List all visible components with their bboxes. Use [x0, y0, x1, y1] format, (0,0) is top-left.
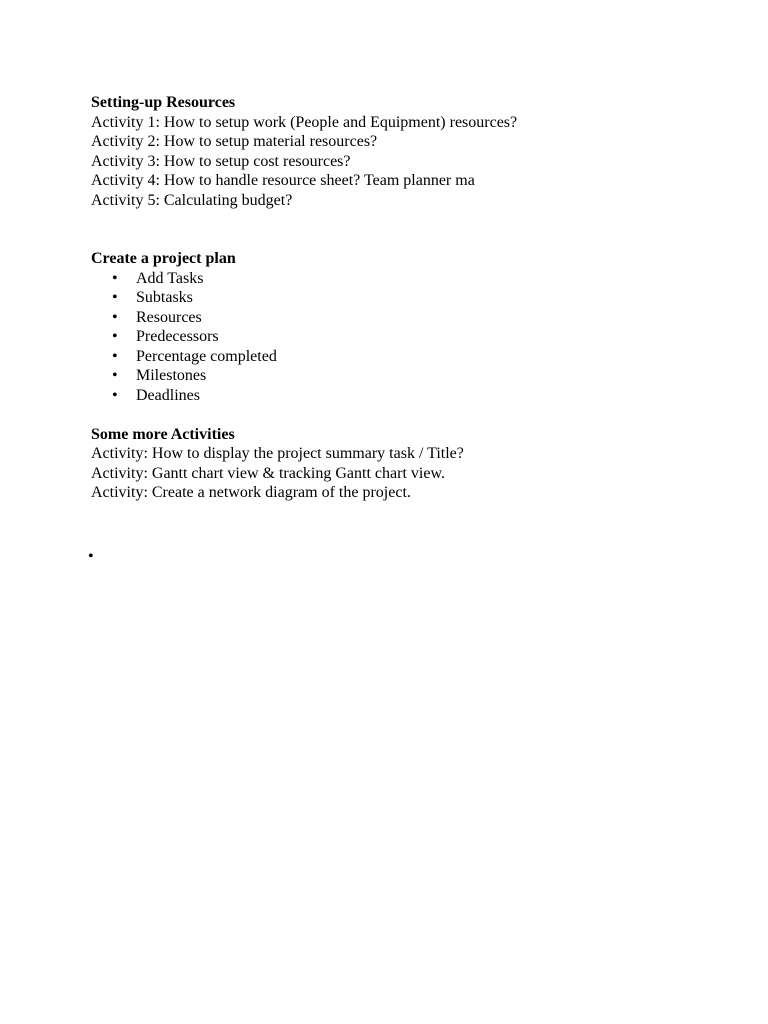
more-activity-line-2: Activity: Gantt chart view & tracking Gantt chart view.	[91, 464, 445, 482]
spacer	[91, 210, 711, 249]
project-plan-list	[91, 269, 711, 406]
bullet-icon: •	[112, 308, 118, 326]
list-item-label: Deadlines	[136, 386, 200, 404]
section-title-setting-up-resources: Setting-up Resources	[91, 94, 236, 111]
activity-line-4: Activity 4: How to handle resource sheet? Team planner ma	[91, 172, 475, 189]
list-item	[91, 327, 711, 347]
list-item	[91, 366, 711, 386]
bullet-icon: •	[112, 269, 118, 287]
bullet-icon: •	[112, 347, 118, 365]
list-item	[91, 347, 711, 367]
spacer	[91, 405, 711, 425]
list-item	[91, 269, 711, 289]
bullet-icon: •	[112, 386, 118, 404]
more-activity-line-3: Activity: Create a network diagram of the project.	[91, 484, 411, 501]
bullet-icon: •	[112, 289, 118, 306]
list-item	[91, 288, 711, 308]
list-item	[91, 386, 711, 406]
activity-line-2: Activity 2: How to setup material resources?	[91, 133, 378, 150]
activity-line-3: Activity 3: How to setup cost resources?	[91, 152, 351, 170]
list-item-label: Milestones	[136, 367, 207, 384]
activity-line-1: Activity 1: How to setup work (People and Equipment) resources?	[91, 113, 518, 131]
list-item-label: Subtasks	[136, 289, 193, 306]
activity-line-5: Activity 5: Calculating budget?	[91, 191, 293, 209]
list-item-label: Predecessors	[136, 328, 219, 345]
section-title-create-project-plan: Create a project plan	[91, 250, 236, 267]
bullet-icon: •	[112, 328, 118, 345]
document-body	[91, 93, 711, 503]
list-item-label: Resources	[136, 308, 202, 326]
list-item	[91, 308, 711, 328]
list-item-label: Percentage completed	[136, 347, 277, 365]
bullet-icon: •	[112, 367, 118, 384]
empty-bullet-icon: •	[88, 548, 94, 565]
section-title-some-more-activities: Some more Activities	[91, 425, 235, 443]
more-activity-line-1: Activity: How to display the project summary task / Title?	[91, 445, 464, 462]
list-item-label: Add Tasks	[136, 269, 204, 287]
